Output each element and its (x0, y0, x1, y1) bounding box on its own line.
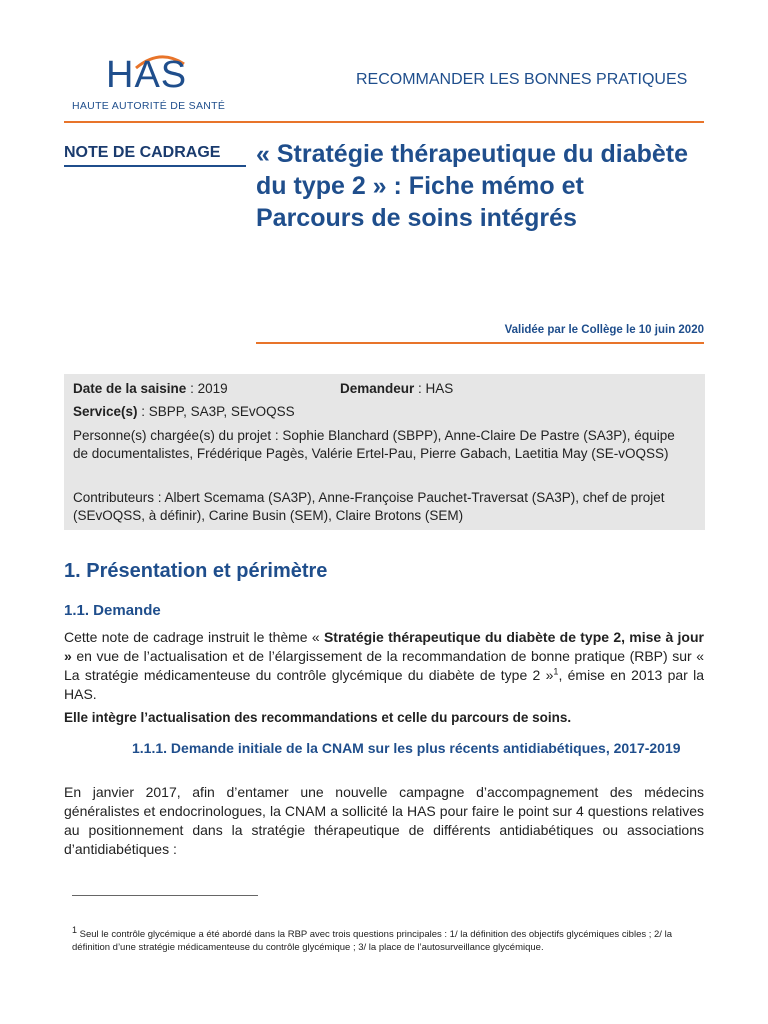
demandeur-label: Demandeur (340, 381, 415, 396)
section-heading-1-1-1: 1.1.1. Demande initiale de la CNAM sur les plus récents antidiabétiques, 2017-2019 (132, 740, 681, 756)
header-tagline: RECOMMANDER LES BONNES PRATIQUES (356, 71, 688, 88)
saisine-field (73, 380, 228, 398)
theme-emphasis: Stratégie thérapeutique du diabète de type 2, mise à jour » (64, 629, 704, 664)
saisine-label: Date de la saisine (73, 381, 187, 396)
paragraph-cnam: En janvier 2017, afin d’entamer une nouvelle campagne d’accompagnement des médecins généralistes et endocrinologues, la CNAM a sollicité la HAS pour faire le point sur 4 questions relatives au positionnement dans la stratégie thérapeutique de différents antidiabétiques ou associations d’antidiabétiques : (64, 784, 704, 857)
section-heading-1-1: 1.1. Demande (64, 602, 161, 619)
services-value: : SBPP, SA3P, SEvOQSS (137, 404, 295, 419)
section-heading-1: 1. Présentation et périmètre (64, 560, 328, 582)
demandeur-field (340, 380, 453, 398)
validation-date: Validée par le Collège le 10 juin 2020 (504, 324, 704, 336)
document-title: « Stratégie thérapeutique du diabète du type 2 » : Fiche mémo et Parcours de soins intégrés (256, 140, 689, 232)
footnote-ref[interactable]: 1 (553, 666, 559, 677)
project-leads: Personne(s) chargée(s) du projet : Sophie Blanchard (SBPP), Anne-Claire De Pastre (SA3P), équipe de documentalistes, Frédérique Pagès, Valérie Ertel-Pau, Pierre Gabach, Laetitia May (SE-vOQSS) (73, 428, 675, 461)
logo-subtitle: HAUTE AUTORITÉ DE SANTÉ (72, 100, 226, 112)
footnote-text: Seul le contrôle glycémique a été abordé dans la RBP avec trois questions principales : 1/ la définition des objectifs glycémiques cibles ; 2/ la définition d’une stratégie médicamenteuse du contrôle glycémique ; 3/ la place de l’autosurveillance glycémique. (72, 929, 672, 953)
services-label: Service(s) (73, 404, 138, 419)
demandeur-value: : HAS (414, 381, 454, 396)
paragraph-demande: Cette note de cadrage instruit le thème « Stratégie thérapeutique du diabète de type 2, mise à jour » en vue de l’actualisation et de l’élargissement de la recommandation de bonne pratique (RBP) sur « La stratégie médicamenteuse du contrôle glycémique du diabète de type 2 »$^1$, émise en 2013 par la HAS. (64, 629, 704, 702)
document-type-underline (64, 165, 246, 167)
footnote (72, 924, 704, 954)
footnote-divider (72, 895, 258, 896)
header-divider (64, 121, 704, 123)
logo-text: HAS (106, 54, 188, 96)
contributors: Contributeurs : Albert Scemama (SA3P), Anne-Françoise Pauchet-Traversat (SA3P), chef de projet (SEvOQSS, à définir), Carine Busin (SEM), Claire Brotons (SEM) (73, 490, 665, 523)
document-type-label: NOTE DE CADRAGE (64, 144, 221, 161)
paragraph-integration: Elle intègre l’actualisation des recommandations et celle du parcours de soins. (64, 710, 572, 725)
validation-divider (256, 342, 704, 344)
project-info-box (64, 374, 705, 530)
services-field (73, 403, 295, 421)
footnote-number: 1 (72, 924, 78, 935)
saisine-value: : 2019 (186, 381, 228, 396)
